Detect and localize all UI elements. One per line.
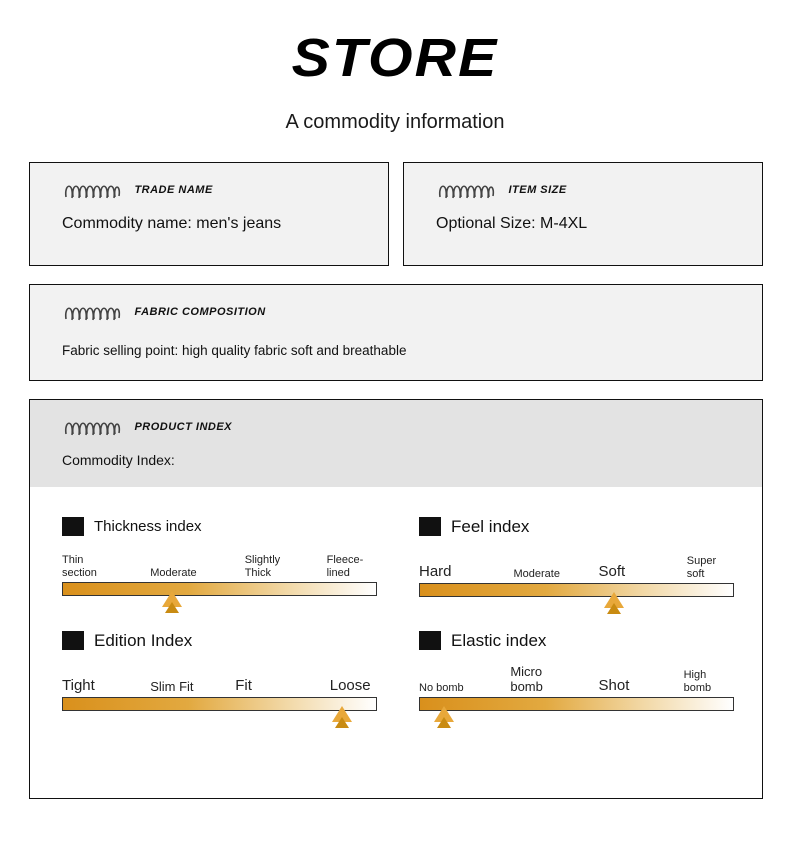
spring-icon	[62, 301, 124, 323]
metric-block	[419, 631, 734, 727]
metric-scale-bar	[419, 583, 734, 613]
product-index-value: Commodity Index:	[62, 451, 175, 468]
metric-tick-labels	[419, 665, 734, 695]
fabric-composition-card	[29, 284, 763, 381]
tick-label: Moderate	[150, 567, 197, 580]
metric-scale-bar	[419, 697, 734, 727]
spring-icon	[62, 416, 124, 438]
tick-label: Thin section	[62, 554, 97, 580]
triangle-marker-icon	[434, 706, 454, 722]
fabric-header	[62, 301, 742, 323]
item-size-value: Optional Size: M-4XL	[436, 214, 588, 232]
metric-scale-bar	[62, 697, 377, 727]
tick-label: Tight	[62, 677, 95, 695]
fabric-value: Fabric selling point: high quality fabric soft and breathable	[62, 342, 407, 358]
product-index-label: PRODUCT INDEX	[134, 420, 233, 433]
product-index-header	[30, 400, 762, 487]
square-bullet-icon	[419, 631, 441, 650]
item-size-card	[403, 162, 763, 266]
product-index-panel	[29, 399, 763, 799]
triangle-marker-icon	[162, 591, 182, 607]
page-title: STORE	[291, 28, 499, 88]
metrics-grid	[30, 487, 762, 727]
tick-label: Loose	[329, 677, 371, 695]
square-bullet-icon	[62, 631, 84, 650]
page-header	[0, 0, 790, 134]
metric-label: Elastic index	[451, 630, 547, 650]
tick-label: Soft	[598, 563, 626, 581]
spring-icon	[436, 179, 498, 201]
top-info-row	[29, 162, 763, 266]
metric-title	[419, 631, 734, 651]
triangle-marker-icon	[332, 706, 352, 722]
metric-block	[419, 517, 734, 613]
metric-label: Edition Index	[94, 630, 193, 650]
tick-label: High bomb	[683, 669, 712, 695]
gradient-bar	[419, 697, 734, 711]
gradient-bar	[62, 582, 377, 596]
gradient-bar	[62, 697, 377, 711]
product-index-header-row	[62, 416, 742, 438]
metric-title	[62, 517, 377, 536]
metric-tick-labels	[62, 550, 377, 580]
tick-label: Slim Fit	[150, 678, 194, 694]
metric-label: Thickness index	[94, 517, 202, 535]
tick-label: Moderate	[513, 568, 560, 581]
trade-name-card	[29, 162, 389, 266]
trade-name-header	[62, 179, 368, 201]
spring-icon	[62, 179, 124, 201]
gradient-bar	[419, 583, 734, 597]
tick-label: Micro bomb	[510, 663, 543, 694]
trade-name-label: TRADE NAME	[134, 183, 213, 196]
trade-name-value: Commodity name: men's jeans	[62, 214, 282, 232]
square-bullet-icon	[62, 517, 84, 536]
metric-title	[419, 517, 734, 537]
tick-label: Hard	[419, 563, 452, 581]
tick-label: Super soft	[686, 555, 717, 581]
metric-tick-labels	[419, 551, 734, 581]
metric-block	[62, 631, 377, 727]
square-bullet-icon	[419, 517, 441, 536]
fabric-label: FABRIC COMPOSITION	[134, 305, 266, 318]
metric-tick-labels	[62, 665, 377, 695]
tick-label: Fit	[235, 677, 252, 695]
metric-label: Feel index	[451, 516, 530, 536]
tick-label: No bomb	[419, 682, 464, 695]
metric-scale-bar	[62, 582, 377, 612]
tick-label: Shot	[598, 677, 630, 695]
metric-block	[62, 517, 377, 613]
item-size-label: ITEM SIZE	[508, 183, 567, 196]
tick-label: Slightly Thick	[244, 554, 281, 580]
tick-label: Fleece- lined	[326, 554, 364, 580]
item-size-header	[436, 179, 742, 201]
metric-title	[62, 631, 377, 651]
triangle-marker-icon	[604, 592, 624, 608]
page-subtitle: A commodity information	[285, 110, 505, 133]
